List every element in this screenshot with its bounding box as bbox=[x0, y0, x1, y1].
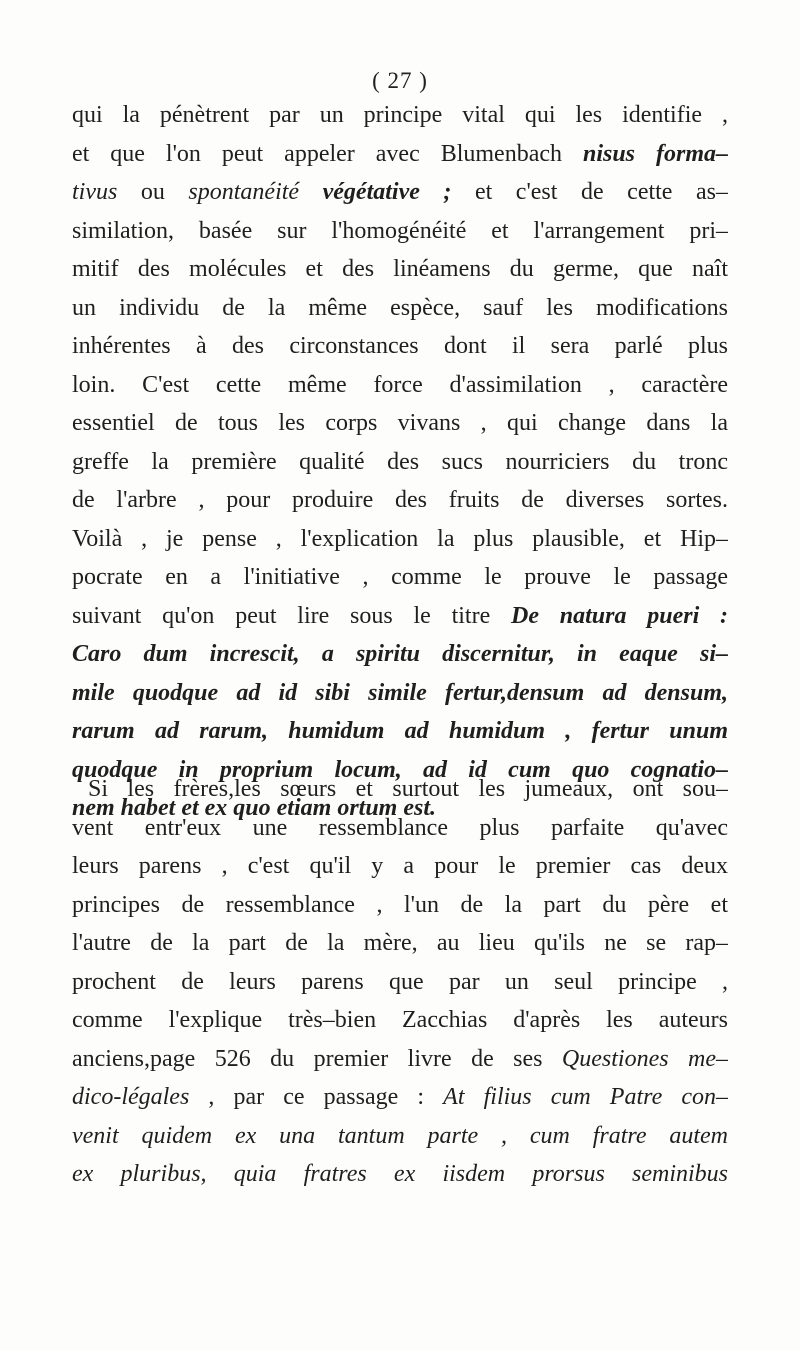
text-run: et que l'on peut appeler avec Blumenbach bbox=[72, 140, 583, 167]
text-run: prochent de leurs parens que par un seul principe , bbox=[72, 968, 728, 995]
text-run: mitif des molécules et des linéamens du germe, que naît bbox=[72, 256, 728, 282]
text-line bbox=[72, 250, 728, 289]
text-run: de l'arbre , pour produire des fruits de diverses sortes. bbox=[72, 487, 728, 513]
text-run: De natura pueri : bbox=[511, 602, 728, 629]
text-run: greffe la première qualité des sucs nourriciers du tronc bbox=[72, 448, 728, 475]
text-run: anciens,page 526 du premier livre de ses bbox=[72, 1045, 562, 1072]
text-run: suivant qu'on peut lire sous le titre bbox=[72, 602, 511, 629]
text-run: At filius cum Patre con– bbox=[443, 1084, 728, 1110]
page-number: ( 27 ) bbox=[372, 68, 428, 93]
text-run: Si les frères,les sœurs et surtout les jumeaux, ont sou– bbox=[88, 776, 728, 802]
text-line bbox=[72, 886, 728, 925]
text-run: essentiel de tous les corps vivans , qui change dans la bbox=[72, 410, 728, 436]
text-run: ex pluribus, quia fratres ex iisdem prorsus seminibus bbox=[72, 1161, 728, 1187]
paragraph-2 bbox=[72, 770, 728, 1194]
text-run: un individu de la même espèce, sauf les modifications bbox=[72, 294, 728, 321]
text-run: et c'est de cette as– bbox=[451, 179, 728, 205]
text-line bbox=[72, 212, 728, 251]
text-run: comme l'explique très–bien Zacchias d'après les auteurs bbox=[72, 1007, 728, 1033]
text-run: inhérentes à des circonstances dont il sera parlé plus bbox=[72, 333, 728, 359]
text-run: mile quodque ad id sibi simile fertur,densum ad densum, bbox=[72, 679, 728, 706]
text-line bbox=[72, 404, 728, 443]
text-line bbox=[72, 770, 728, 809]
text-line bbox=[72, 1117, 728, 1156]
text-run: pocrate en a l'initiative , comme le prouve le passage bbox=[72, 564, 728, 590]
text-run: , par ce passage : bbox=[189, 1084, 444, 1110]
text-line bbox=[72, 327, 728, 366]
text-line bbox=[72, 1040, 728, 1079]
text-line bbox=[72, 135, 728, 174]
text-run: Caro dum increscit, a spiritu discernitur, in eaque si– bbox=[72, 641, 728, 667]
text-run: loin. C'est cette même force d'assimilation , caractère bbox=[72, 371, 728, 398]
text-run: quodque in proprium locum, ad id cum quo cognatio– bbox=[72, 756, 728, 783]
text-run: végétative ; bbox=[322, 179, 452, 205]
text-line bbox=[72, 289, 728, 328]
text-run bbox=[299, 179, 323, 205]
text-line bbox=[72, 173, 728, 212]
text-run: Questiones me– bbox=[561, 1045, 728, 1072]
text-line bbox=[72, 96, 728, 135]
paragraph-1 bbox=[72, 96, 728, 828]
text-line bbox=[72, 443, 728, 482]
text-line bbox=[72, 847, 728, 886]
text-run: vent entr'eux une ressemblance plus parfaite qu'avec bbox=[72, 814, 728, 841]
text-run: l'autre de la part de la mère, au lieu qu'ils ne se rap– bbox=[72, 930, 728, 956]
text-run: qui la pénètrent par un principe vital qui les identifie , bbox=[72, 102, 728, 128]
text-run: leurs parens , c'est qu'il y a pour le premier cas deux bbox=[72, 853, 728, 879]
text-run: dico-légales bbox=[72, 1084, 190, 1110]
text-run: Voilà , je pense , l'explication la plus plausible, et Hip– bbox=[72, 525, 728, 552]
text-line bbox=[72, 635, 728, 674]
text-line bbox=[72, 963, 728, 1002]
text-line bbox=[72, 1155, 728, 1194]
text-line bbox=[72, 1001, 728, 1040]
text-line bbox=[72, 520, 728, 559]
text-run: venit quidem ex una tantum parte , cum fratre autem bbox=[72, 1122, 728, 1149]
text-line bbox=[72, 366, 728, 405]
text-line bbox=[72, 558, 728, 597]
text-run: nisus forma– bbox=[582, 140, 728, 167]
text-run: spontanéité bbox=[188, 179, 300, 205]
text-line bbox=[72, 712, 728, 751]
text-run: principes de ressemblance , l'un de la part du père et bbox=[72, 891, 728, 918]
text-line bbox=[72, 481, 728, 520]
text-line bbox=[72, 809, 728, 848]
text-run: rarum ad rarum, humidum ad humidum , fertur unum bbox=[72, 718, 728, 744]
text-line bbox=[72, 674, 728, 713]
text-line bbox=[72, 1078, 728, 1117]
text-run: ou bbox=[117, 179, 189, 205]
text-run: nem habet et ex quo etiam ortum est. bbox=[72, 795, 436, 821]
text-line bbox=[72, 924, 728, 963]
text-run: tivus bbox=[72, 179, 118, 205]
text-run: similation, basée sur l'homogénéité et l'arrangement pri– bbox=[72, 217, 728, 244]
text-line bbox=[72, 597, 728, 636]
